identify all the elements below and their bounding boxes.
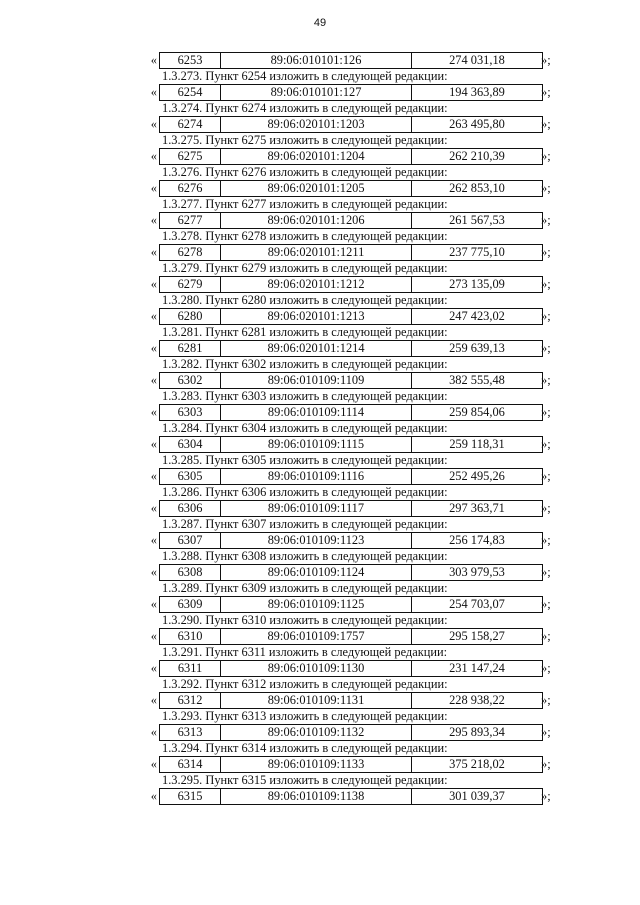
- close-quote: »;: [541, 565, 551, 579]
- close-quote: »;: [541, 277, 551, 291]
- instruction-text: 1.3.278. Пункт 6278 изложить в следующей редакции:: [162, 229, 448, 243]
- instruction-line: [0, 133, 640, 148]
- item-number-cell: 6278: [160, 245, 221, 260]
- instruction-text: 1.3.273. Пункт 6254 изложить в следующей редакции:: [162, 69, 448, 83]
- table-row: [0, 436, 640, 453]
- row-table: [159, 756, 543, 773]
- instruction-line: [0, 165, 640, 180]
- close-quote: »;: [541, 469, 551, 483]
- value-cell: 228 938,22: [449, 693, 505, 707]
- instruction-text: 1.3.284. Пункт 6304 изложить в следующей редакции:: [162, 421, 448, 435]
- cadastral-number-cell: 89:06:010101:126: [221, 53, 412, 68]
- item-number-cell: 6279: [160, 277, 221, 292]
- row-table: [159, 212, 543, 229]
- row-table: [159, 52, 543, 69]
- row-table: [159, 116, 543, 133]
- close-quote: »;: [541, 757, 551, 771]
- item-number-cell: 6306: [160, 501, 221, 516]
- cadastral-number-cell: 89:06:020101:1203: [221, 117, 412, 132]
- table-row: [0, 468, 640, 485]
- cadastral-number-cell: 89:06:010109:1116: [221, 469, 412, 484]
- instruction-text: 1.3.291. Пункт 6311 изложить в следующей редакции:: [162, 645, 448, 659]
- close-quote: »;: [541, 405, 551, 419]
- close-quote: »;: [541, 213, 551, 227]
- instruction-text: 1.3.290. Пункт 6310 изложить в следующей редакции:: [162, 613, 448, 627]
- instruction-text: 1.3.275. Пункт 6275 изложить в следующей редакции:: [162, 133, 448, 147]
- value-cell: 261 567,53: [449, 213, 505, 227]
- close-quote: »;: [541, 725, 551, 739]
- open-quote: «: [150, 565, 157, 579]
- open-quote: «: [150, 533, 157, 547]
- item-number-cell: 6280: [160, 309, 221, 324]
- cadastral-number-cell: 89:06:010109:1117: [221, 501, 412, 516]
- open-quote: «: [150, 661, 157, 675]
- close-quote: »;: [541, 437, 551, 451]
- table-row: [0, 276, 640, 293]
- close-quote: »;: [541, 789, 551, 803]
- value-cell: 375 218,02: [449, 757, 505, 771]
- instruction-line: [0, 69, 640, 84]
- open-quote: «: [150, 501, 157, 515]
- value-cell: 382 555,48: [449, 373, 505, 387]
- page-number: 49: [313, 17, 327, 29]
- instruction-text: 1.3.289. Пункт 6309 изложить в следующей редакции:: [162, 581, 448, 595]
- instruction-line: [0, 645, 640, 660]
- table-row: [0, 404, 640, 421]
- table-row: [0, 756, 640, 773]
- instruction-line: [0, 517, 640, 532]
- open-quote: «: [150, 373, 157, 387]
- instruction-line: [0, 197, 640, 212]
- close-quote: »;: [541, 597, 551, 611]
- close-quote: »;: [541, 117, 551, 131]
- row-table: [159, 436, 543, 453]
- open-quote: «: [150, 149, 157, 163]
- cadastral-number-cell: 89:06:020101:1204: [221, 149, 412, 164]
- instruction-line: [0, 261, 640, 276]
- instruction-line: [0, 293, 640, 308]
- open-quote: «: [150, 213, 157, 227]
- item-number-cell: 6315: [160, 789, 221, 804]
- value-cell: 273 135,09: [449, 277, 505, 291]
- open-quote: «: [150, 597, 157, 611]
- close-quote: »;: [541, 341, 551, 355]
- cadastral-number-cell: 89:06:010109:1115: [221, 437, 412, 452]
- value-cell: 256 174,83: [449, 533, 505, 547]
- open-quote: «: [150, 469, 157, 483]
- row-table: [159, 372, 543, 389]
- close-quote: »;: [541, 85, 551, 99]
- instruction-text: 1.3.285. Пункт 6305 изложить в следующей редакции:: [162, 453, 448, 467]
- instruction-text: 1.3.282. Пункт 6302 изложить в следующей редакции:: [162, 357, 448, 371]
- instruction-line: [0, 485, 640, 500]
- table-row: [0, 372, 640, 389]
- instruction-line: [0, 741, 640, 756]
- open-quote: «: [150, 85, 157, 99]
- cadastral-number-cell: 89:06:020101:1206: [221, 213, 412, 228]
- open-quote: «: [150, 789, 157, 803]
- table-row: [0, 84, 640, 101]
- row-table: [159, 84, 543, 101]
- cadastral-number-cell: 89:06:010109:1123: [221, 533, 412, 548]
- table-row: [0, 148, 640, 165]
- table-row: [0, 244, 640, 261]
- row-table: [159, 148, 543, 165]
- cadastral-number-cell: 89:06:010109:1131: [221, 693, 412, 708]
- close-quote: »;: [541, 181, 551, 195]
- item-number-cell: 6308: [160, 565, 221, 580]
- row-table: [159, 404, 543, 421]
- item-number-cell: 6276: [160, 181, 221, 196]
- cadastral-number-cell: 89:06:010109:1114: [221, 405, 412, 420]
- instruction-line: [0, 709, 640, 724]
- row-table: [159, 788, 543, 805]
- cadastral-number-cell: 89:06:020101:1212: [221, 277, 412, 292]
- cadastral-number-cell: 89:06:020101:1214: [221, 341, 412, 356]
- item-number-cell: 6304: [160, 437, 221, 452]
- table-row: [0, 180, 640, 197]
- instruction-text: 1.3.283. Пункт 6303 изложить в следующей редакции:: [162, 389, 448, 403]
- cadastral-number-cell: 89:06:020101:1211: [221, 245, 412, 260]
- row-table: [159, 340, 543, 357]
- open-quote: «: [150, 693, 157, 707]
- table-row: [0, 596, 640, 613]
- cadastral-number-cell: 89:06:010109:1138: [221, 789, 412, 804]
- close-quote: »;: [541, 53, 551, 67]
- row-table: [159, 724, 543, 741]
- value-cell: 237 775,10: [449, 245, 505, 259]
- row-table: [159, 500, 543, 517]
- close-quote: »;: [541, 693, 551, 707]
- value-cell: 295 893,34: [449, 725, 505, 739]
- instruction-text: 1.3.279. Пункт 6279 изложить в следующей редакции:: [162, 261, 448, 275]
- row-table: [159, 532, 543, 549]
- value-cell: 247 423,02: [449, 309, 505, 323]
- instruction-text: 1.3.286. Пункт 6306 изложить в следующей редакции:: [162, 485, 448, 499]
- item-number-cell: 6302: [160, 373, 221, 388]
- item-number-cell: 6253: [160, 53, 221, 68]
- instruction-line: [0, 357, 640, 372]
- row-table: [159, 276, 543, 293]
- close-quote: »;: [541, 245, 551, 259]
- instruction-text: 1.3.295. Пункт 6315 изложить в следующей редакции:: [162, 773, 448, 787]
- row-table: [159, 628, 543, 645]
- table-row: [0, 628, 640, 645]
- cadastral-number-cell: 89:06:010101:127: [221, 85, 412, 100]
- open-quote: «: [150, 117, 157, 131]
- cadastral-number-cell: 89:06:010109:1109: [221, 373, 412, 388]
- item-number-cell: 6275: [160, 149, 221, 164]
- open-quote: «: [150, 53, 157, 67]
- instruction-line: [0, 613, 640, 628]
- item-number-cell: 6307: [160, 533, 221, 548]
- row-table: [159, 692, 543, 709]
- value-cell: 194 363,89: [449, 85, 505, 99]
- instruction-line: [0, 581, 640, 596]
- instruction-line: [0, 453, 640, 468]
- instruction-text: 1.3.292. Пункт 6312 изложить в следующей редакции:: [162, 677, 448, 691]
- instruction-line: [0, 421, 640, 436]
- table-row: [0, 52, 640, 69]
- document-body: [0, 52, 640, 805]
- instruction-text: 1.3.293. Пункт 6313 изложить в следующей редакции:: [162, 709, 448, 723]
- item-number-cell: 6254: [160, 85, 221, 100]
- cadastral-number-cell: 89:06:020101:1205: [221, 181, 412, 196]
- value-cell: 297 363,71: [449, 501, 505, 515]
- value-cell: 231 147,24: [449, 661, 505, 675]
- open-quote: «: [150, 309, 157, 323]
- open-quote: «: [150, 181, 157, 195]
- value-cell: 303 979,53: [449, 565, 505, 579]
- item-number-cell: 6312: [160, 693, 221, 708]
- cadastral-number-cell: 89:06:010109:1132: [221, 725, 412, 740]
- value-cell: 252 495,26: [449, 469, 505, 483]
- cadastral-number-cell: 89:06:010109:1130: [221, 661, 412, 676]
- item-number-cell: 6310: [160, 629, 221, 644]
- value-cell: 262 853,10: [449, 181, 505, 195]
- instruction-text: 1.3.274. Пункт 6274 изложить в следующей редакции:: [162, 101, 448, 115]
- value-cell: 254 703,07: [449, 597, 505, 611]
- instruction-text: 1.3.280. Пункт 6280 изложить в следующей редакции:: [162, 293, 448, 307]
- value-cell: 295 158,27: [449, 629, 505, 643]
- close-quote: »;: [541, 309, 551, 323]
- row-table: [159, 564, 543, 581]
- table-row: [0, 660, 640, 677]
- instruction-text: 1.3.277. Пункт 6277 изложить в следующей редакции:: [162, 197, 448, 211]
- cadastral-number-cell: 89:06:010109:1124: [221, 565, 412, 580]
- item-number-cell: 6305: [160, 469, 221, 484]
- instruction-line: [0, 229, 640, 244]
- cadastral-number-cell: 89:06:010109:1133: [221, 757, 412, 772]
- cadastral-number-cell: 89:06:020101:1213: [221, 309, 412, 324]
- instruction-line: [0, 325, 640, 340]
- open-quote: «: [150, 757, 157, 771]
- cadastral-number-cell: 89:06:010109:1757: [221, 629, 412, 644]
- instruction-text: 1.3.276. Пункт 6276 изложить в следующей редакции:: [162, 165, 448, 179]
- item-number-cell: 6311: [160, 661, 221, 676]
- open-quote: «: [150, 277, 157, 291]
- table-row: [0, 724, 640, 741]
- instruction-line: [0, 389, 640, 404]
- open-quote: «: [150, 437, 157, 451]
- instruction-line: [0, 773, 640, 788]
- value-cell: 259 639,13: [449, 341, 505, 355]
- open-quote: «: [150, 725, 157, 739]
- row-table: [159, 468, 543, 485]
- close-quote: »;: [541, 533, 551, 547]
- item-number-cell: 6303: [160, 405, 221, 420]
- close-quote: »;: [541, 373, 551, 387]
- instruction-text: 1.3.281. Пункт 6281 изложить в следующей редакции:: [162, 325, 448, 339]
- item-number-cell: 6309: [160, 597, 221, 612]
- row-table: [159, 244, 543, 261]
- instruction-text: 1.3.287. Пункт 6307 изложить в следующей редакции:: [162, 517, 448, 531]
- value-cell: 262 210,39: [449, 149, 505, 163]
- table-row: [0, 212, 640, 229]
- instruction-line: [0, 549, 640, 564]
- open-quote: «: [150, 245, 157, 259]
- table-row: [0, 788, 640, 805]
- instruction-line: [0, 101, 640, 116]
- value-cell: 259 854,06: [449, 405, 505, 419]
- instruction-text: 1.3.294. Пункт 6314 изложить в следующей редакции:: [162, 741, 448, 755]
- open-quote: «: [150, 405, 157, 419]
- open-quote: «: [150, 341, 157, 355]
- close-quote: »;: [541, 661, 551, 675]
- row-table: [159, 660, 543, 677]
- item-number-cell: 6274: [160, 117, 221, 132]
- instruction-line: [0, 677, 640, 692]
- row-table: [159, 596, 543, 613]
- item-number-cell: 6313: [160, 725, 221, 740]
- table-row: [0, 340, 640, 357]
- table-row: [0, 532, 640, 549]
- item-number-cell: 6281: [160, 341, 221, 356]
- item-number-cell: 6277: [160, 213, 221, 228]
- table-row: [0, 116, 640, 133]
- close-quote: »;: [541, 149, 551, 163]
- item-number-cell: 6314: [160, 757, 221, 772]
- value-cell: 301 039,37: [449, 789, 505, 803]
- table-row: [0, 692, 640, 709]
- table-row: [0, 500, 640, 517]
- cadastral-number-cell: 89:06:010109:1125: [221, 597, 412, 612]
- value-cell: 259 118,31: [449, 437, 505, 451]
- close-quote: »;: [541, 629, 551, 643]
- value-cell: 274 031,18: [449, 53, 505, 67]
- close-quote: »;: [541, 501, 551, 515]
- row-table: [159, 308, 543, 325]
- row-table: [159, 180, 543, 197]
- table-row: [0, 564, 640, 581]
- open-quote: «: [150, 629, 157, 643]
- instruction-text: 1.3.288. Пункт 6308 изложить в следующей редакции:: [162, 549, 448, 563]
- table-row: [0, 308, 640, 325]
- value-cell: 263 495,80: [449, 117, 505, 131]
